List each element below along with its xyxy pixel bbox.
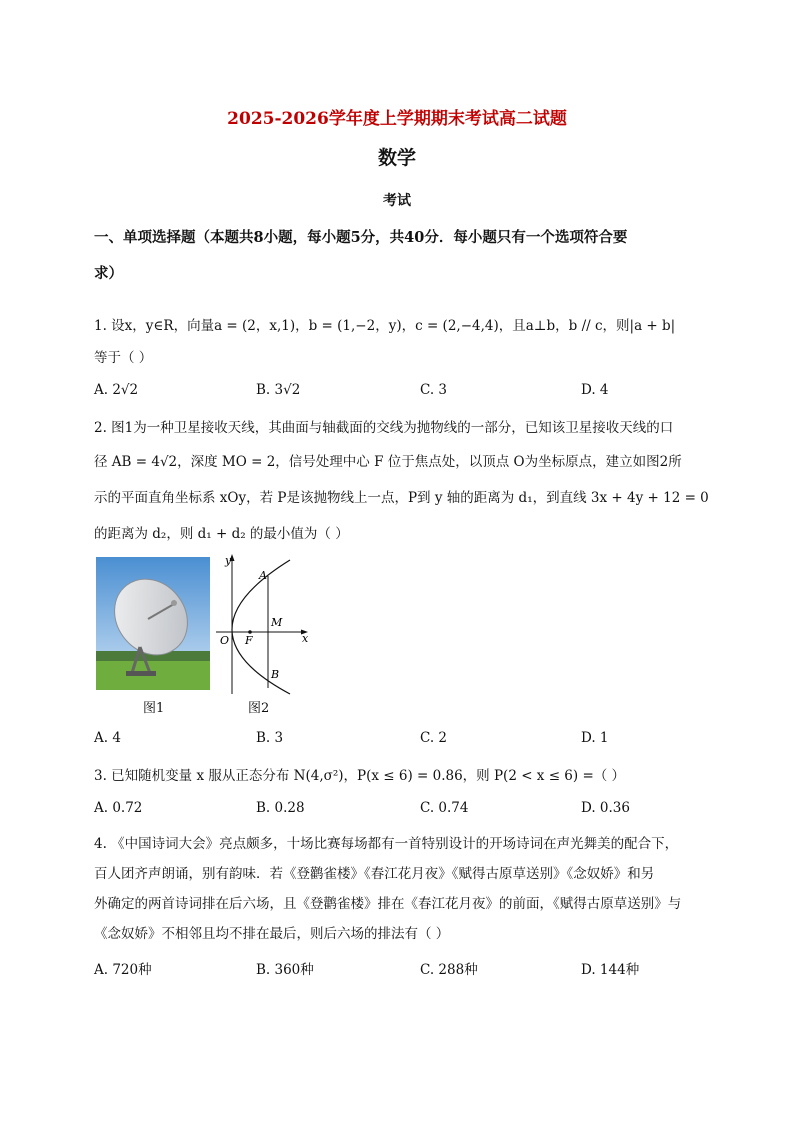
q2-stem-line2: 径 AB = 4√2，深度 MO = 2，信号处理中心 F 位于焦点处，以顶点 O为坐标原点，建立如图2所 <box>94 454 682 470</box>
q3-option-a: A. 0.72 <box>94 800 143 816</box>
label-y: y <box>225 554 232 567</box>
q1-option-c: C. 3 <box>420 382 448 398</box>
q4-option-d: D. 144种 <box>581 962 640 978</box>
section-heading-cont: 求） <box>94 265 123 282</box>
parabola-diagram <box>214 552 314 697</box>
q3-option-c: C. 0.74 <box>420 800 469 816</box>
q1-option-a: A. 2√2 <box>94 382 139 398</box>
section-heading: 一、单项选择题（本题共8小题，每小题5分，共40分．每小题只有一个选项符合要 <box>94 229 628 246</box>
q2-option-a: A. 4 <box>94 730 121 746</box>
q4-option-a: A. 720种 <box>94 962 152 978</box>
satellite-dish-illustration <box>96 557 210 690</box>
q2-stem-line1: 2. 图1为一种卫星接收天线，其曲面与轴截面的交线为抛物线的一部分，已知该卫星接收天线的口 <box>94 420 674 436</box>
exam-subheading: 考试 <box>383 193 411 209</box>
q4-options <box>94 958 710 976</box>
q1-option-b: B. 3√2 <box>256 382 301 398</box>
q3-options <box>94 800 710 818</box>
label-o: O <box>220 634 230 647</box>
q1-stem-line2: 等于（ ） <box>94 350 153 366</box>
exam-title: 2025-2026学年度上学期期末考试高二试题 <box>227 109 567 129</box>
label-x: x <box>302 632 309 645</box>
label-b: B <box>271 668 280 681</box>
q3-option-b: B. 0.28 <box>256 800 305 816</box>
label-f: F <box>245 634 253 647</box>
figure1-caption: 图1 <box>143 701 165 716</box>
q2-stem-line4: 的距离为 d₂，则 d₁ + d₂ 的最小值为（ ） <box>94 526 349 542</box>
q4-stem-line3: 外确定的两首诗词排在后六场，且《登鹳雀楼》排在《春江花月夜》的前面，《赋得古原草送别》与 <box>94 896 682 912</box>
q3-option-d: D. 0.36 <box>581 800 630 816</box>
satellite-dish-photo <box>96 557 210 690</box>
q4-option-c: C. 288种 <box>420 962 478 978</box>
q2-stem-line3: 示的平面直角坐标系 xOy，若 P是该抛物线上一点，P到 y 轴的距离为 d₁，到直线 3x + 4y + 12 = 0 <box>94 490 709 506</box>
q2-option-b: B. 3 <box>256 730 284 746</box>
subject-heading: 数学 <box>377 147 416 169</box>
q1-stem-line1: 1. 设x，y∈R，向量a = (2，x,1)，b = (1,−2，y)，c = (2,−4,4)，且a⊥b，b // c，则|a + b| <box>94 318 676 334</box>
label-m: M <box>271 616 283 629</box>
figure2-caption: 图2 <box>248 701 270 716</box>
q1-option-d: D. 4 <box>581 382 609 398</box>
q1-options <box>94 382 710 400</box>
q4-stem-line1: 4. 《中国诗词大会》亮点颇多，十场比赛每场都有一首特别设计的开场诗词在声光舞美的配合下， <box>94 836 679 852</box>
q2-option-c: C. 2 <box>420 730 448 746</box>
label-a: A <box>259 569 267 582</box>
q4-stem-line4: 《念奴娇》不相邻且均不排在最后，则后六场的排法有（ ） <box>94 926 450 942</box>
q3-stem: 3. 已知随机变量 x 服从正态分布 N(4,σ²)，P(x ≤ 6) = 0.86，则 P(2 < x ≤ 6) =（ ） <box>94 768 626 784</box>
q2-option-d: D. 1 <box>581 730 609 746</box>
q2-options <box>94 730 710 748</box>
q4-option-b: B. 360种 <box>256 962 314 978</box>
q4-stem-line2: 百人团齐声朗诵，别有韵味．若《登鹳雀楼》《春江花月夜》《赋得古原草送别》《念奴娇》和另 <box>94 866 655 882</box>
